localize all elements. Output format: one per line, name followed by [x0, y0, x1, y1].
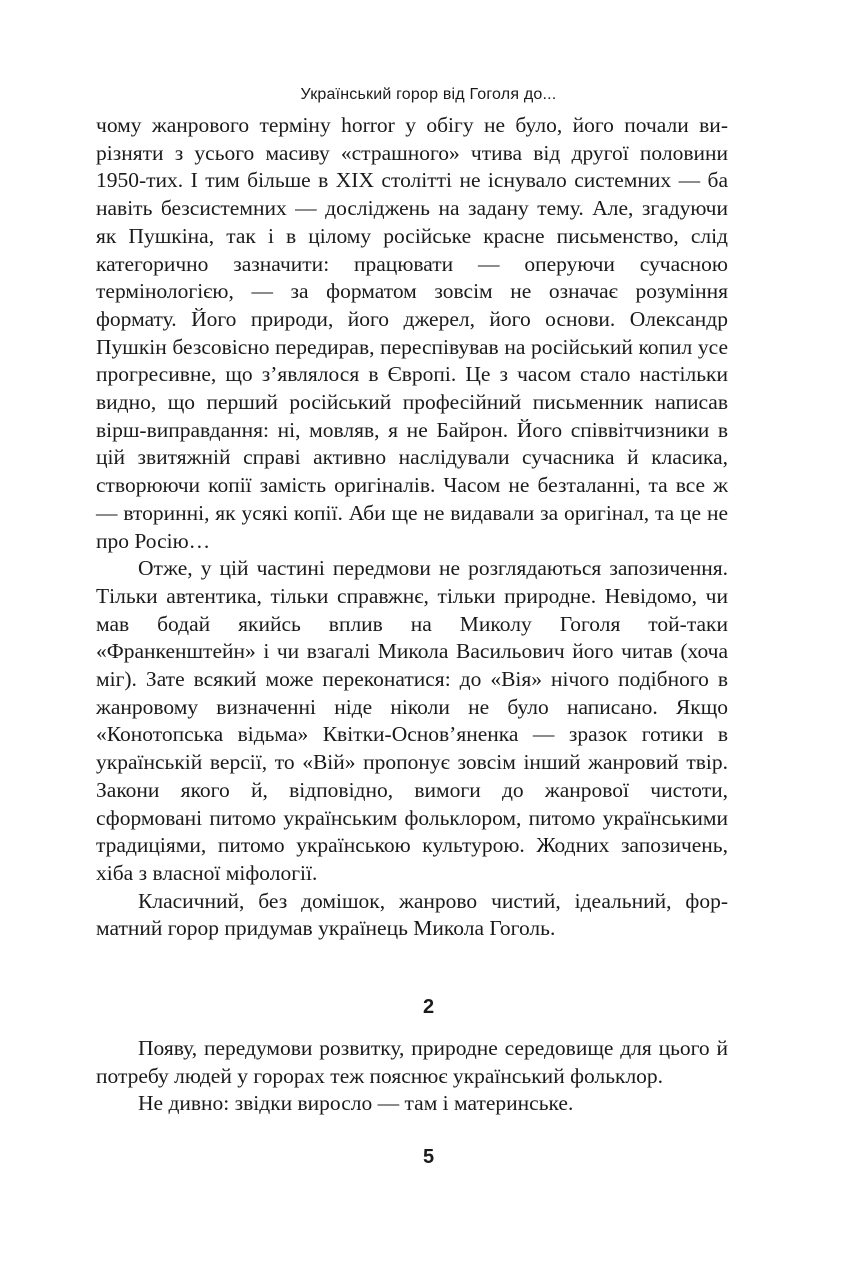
paragraph: Появу, передумови розвитку, природне середовище для цього й потребу людей у горорах теж пояснює український фольклор.: [96, 1036, 728, 1088]
chapter-text: [96, 112, 728, 943]
page-number: 5: [422, 1146, 435, 1168]
running-header: Український горор від Гоголя до...: [300, 86, 557, 103]
paragraph: чому жанрового терміну horror у обігу не було, його почали вирізняти з усього масиву «страшного» чтива від другої половини 1950-тих. І тим більше в XIX столітті не існувало системних — ба навіть безсистемних — досліджень на задану тему. Але, згадуючи як Пушкіна, так і в цілому російське красне письменство, слід категорично зазначити: працювати — оперуючи сучасною термінологією, — за форматом зовсім не означає розуміння формату. Його природи, його джерел, його основи. Олександр Пушкін безсовісно передирав, переспівував на російський копил усе прогресивне, що з’являлося в Європі. Це з часом стало настільки видно, що перший російський професійний письменник написав вірш-виправдання: ні, мовляв, я не Байрон. Його співвітчизники в цій звитяжній справі активно наслідували сучасника й класика, створюючи копії замість оригіналів. Часом не безталанні, та все ж — вторинні, як усякі копії. Аби ще не видавали за оригінал, та це не про Росію…: [96, 113, 728, 553]
section-text: [96, 1035, 728, 1118]
paragraph: Не дивно: звідки виросло — там і материнське.: [138, 1091, 574, 1116]
section-number: 2: [422, 996, 435, 1018]
paragraph: Отже, у цій частині передмови не розглядаються запозичення. Тільки автентика, тільки справжнє, тільки природне. Невідомо, чи мав бодай якийсь вплив на Миколу Гоголя той-таки «Франкенштейн» і чи взагалі Микола Васильович його читав (хоча міг). Зате всякий може переконатися: до «Вія» нічого подібного в жанровому визначенні ніде ніколи не було написано. Якщо «Конотопська відьма» Квітки-Основ’яненка — зразок готики в українській версії, то «Вій» пропонує зовсім інший жанровий твір. Закони якого й, відповідно, вимоги до жанрової чистоти, сформовані питомо українським фольклором, питомо українськими традиціями, питомо українською культурою. Жодних запозичень, хіба з власної міфології.: [96, 556, 728, 885]
paragraph: Класичний, без домішок, жанрово чистий, ідеальний, форматний горор придумав українець Микола Гоголь.: [96, 888, 728, 941]
